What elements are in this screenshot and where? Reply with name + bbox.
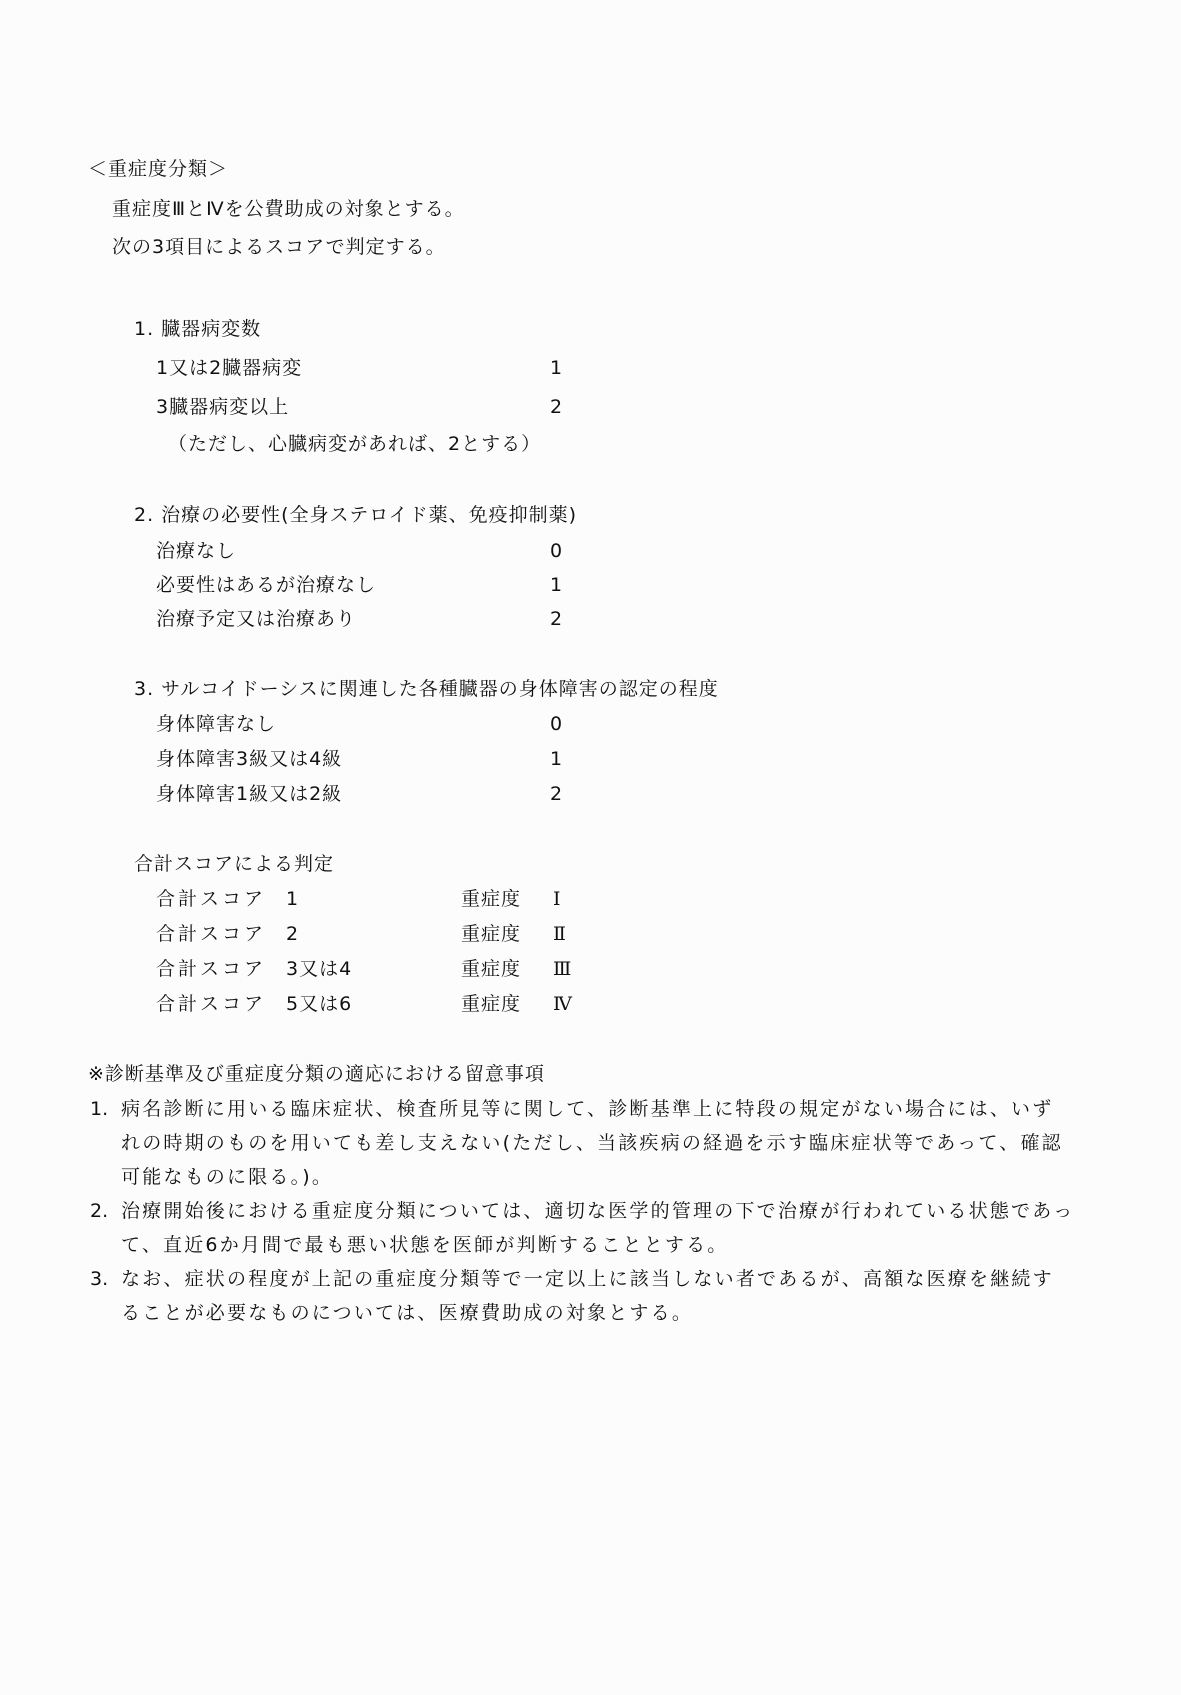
item-score: 2 bbox=[550, 783, 563, 805]
intro-line-2: 次の3項目によるスコアで判定する。 bbox=[112, 236, 446, 258]
item-score: 2 bbox=[550, 608, 563, 630]
note-line: 治療開始後における重症度分類については、適切な医学的管理の下で治療が行われている状態であっ bbox=[121, 1200, 1075, 1222]
severity-label: 重症度 bbox=[461, 923, 522, 945]
severity-value: Ⅲ bbox=[553, 958, 572, 980]
item-label: 治療なし bbox=[156, 540, 237, 562]
note-line: れの時期のものを用いても差し支えない(ただし、当該疾病の経過を示す臨床症状等であって、確認 bbox=[121, 1132, 1063, 1154]
item-score: 0 bbox=[550, 713, 563, 735]
notes-title: ※診断基準及び重症度分類の適応における留意事項 bbox=[88, 1063, 545, 1085]
section-note: （ただし、心臓病変があれば、2とする） bbox=[168, 433, 542, 455]
intro-line-1: 重症度ⅢとⅣを公費助成の対象とする。 bbox=[112, 198, 465, 220]
note-number: 2. bbox=[90, 1200, 109, 1222]
total-row-label: 合計スコア bbox=[156, 888, 267, 910]
item-label: 必要性はあるが治療なし bbox=[156, 574, 377, 596]
note-line: 可能なものに限る。)。 bbox=[121, 1166, 334, 1188]
total-title: 合計スコアによる判定 bbox=[134, 853, 335, 875]
page-title: ＜重症度分類＞ bbox=[88, 158, 229, 180]
total-row-label: 合計スコア bbox=[156, 958, 267, 980]
severity-label: 重症度 bbox=[461, 958, 522, 980]
item-label: 3臓器病変以上 bbox=[156, 396, 290, 418]
item-score: 1 bbox=[550, 748, 563, 770]
severity-value: Ⅱ bbox=[553, 923, 566, 945]
total-row-value: 5又は6 bbox=[286, 993, 353, 1015]
note-number: 1. bbox=[90, 1098, 109, 1120]
item-score: 2 bbox=[550, 396, 563, 418]
note-line: て、直近6か月間で最も悪い状態を医師が判断することとする。 bbox=[121, 1234, 729, 1256]
item-label: 身体障害3級又は4級 bbox=[156, 748, 343, 770]
item-label: 身体障害なし bbox=[156, 713, 277, 735]
item-score: 1 bbox=[550, 357, 563, 379]
severity-label: 重症度 bbox=[461, 993, 522, 1015]
section-title: 1. 臓器病変数 bbox=[134, 318, 262, 340]
section-title: 2. 治療の必要性(全身ステロイド薬、免疫抑制薬) bbox=[134, 504, 578, 526]
item-label: 1又は2臓器病変 bbox=[156, 357, 303, 379]
total-row-label: 合計スコア bbox=[156, 923, 267, 945]
note-line: なお、症状の程度が上記の重症度分類等で一定以上に該当しない者であるが、高額な医療を継続す bbox=[121, 1268, 1054, 1290]
total-row-value: 1 bbox=[286, 888, 300, 910]
total-row-label: 合計スコア bbox=[156, 993, 267, 1015]
note-line: ることが必要なものについては、医療費助成の対象とする。 bbox=[121, 1302, 694, 1324]
note-line: 病名診断に用いる臨床症状、検査所見等に関して、診断基準上に特段の規定がない場合には、いず bbox=[121, 1098, 1054, 1120]
total-row-value: 3又は4 bbox=[286, 958, 353, 980]
item-score: 1 bbox=[550, 574, 563, 596]
severity-value: Ⅳ bbox=[553, 993, 572, 1015]
note-number: 3. bbox=[90, 1268, 109, 1290]
severity-label: 重症度 bbox=[461, 888, 522, 910]
item-label: 身体障害1級又は2級 bbox=[156, 783, 343, 805]
item-label: 治療予定又は治療あり bbox=[156, 608, 357, 630]
section-title: 3. サルコイドーシスに関連した各種臓器の身体障害の認定の程度 bbox=[134, 678, 719, 700]
total-row-value: 2 bbox=[286, 923, 300, 945]
item-score: 0 bbox=[550, 540, 563, 562]
severity-value: Ⅰ bbox=[553, 888, 561, 910]
